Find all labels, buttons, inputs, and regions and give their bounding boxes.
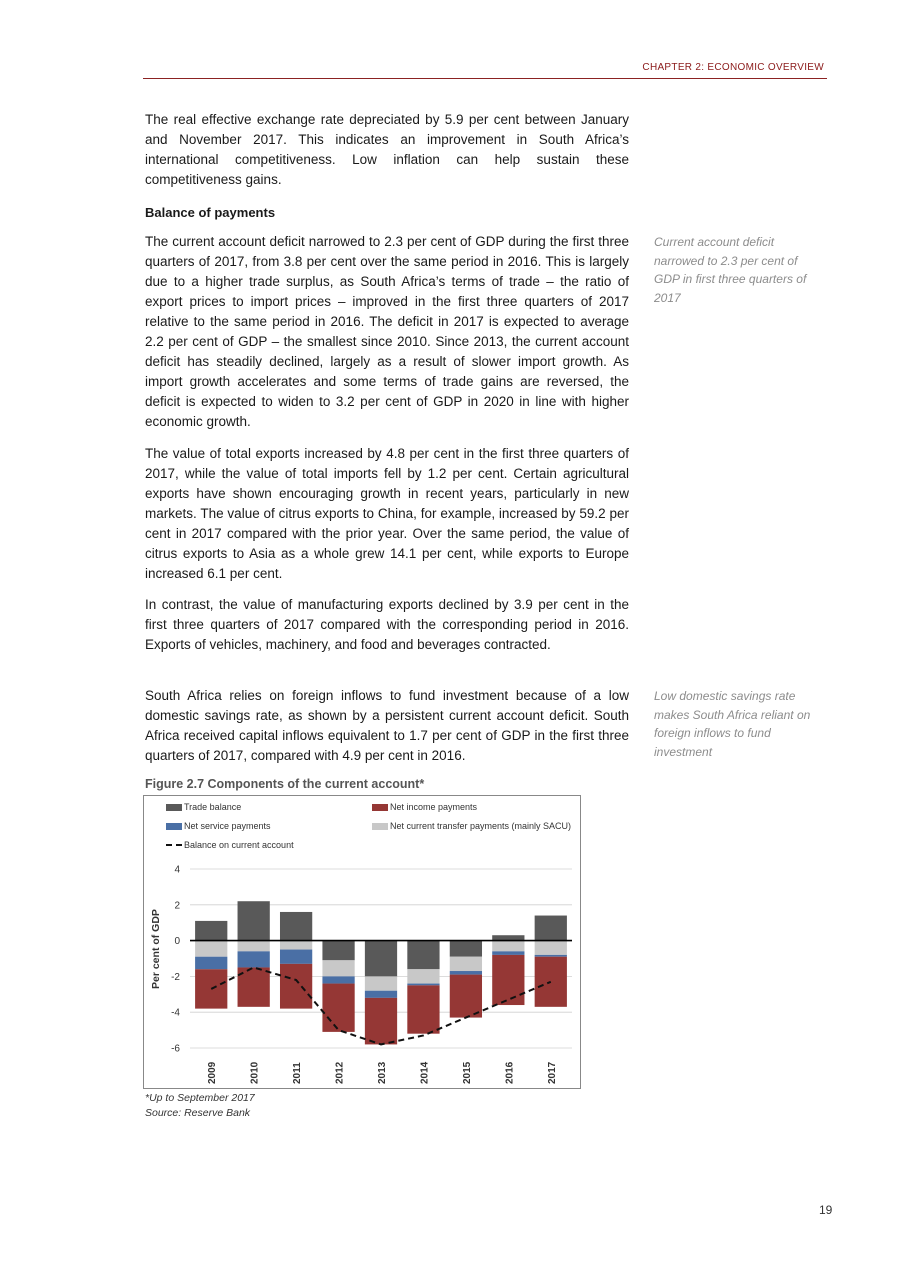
bar-income-2017 [535, 957, 567, 1007]
bar-current-2016 [492, 941, 524, 952]
paragraph-text: The value of total exports increased by 4.8 per cent in the first three quarters of 2017, while the value of total imports fell by 1.2 per cent. Certain agricultural exports have shown encouraging growth in recent years, particularly in new markets. The value of citrus exports to China, for example, increased by 59.2 per cent in 2017 compared with the prior year. Over the same period, the value of citrus exports to Asia as a whole grew 14.1 per cent, while exports to Europe increased 6.1 per cent. [145, 446, 629, 581]
bar-service-2013 [365, 991, 397, 998]
bar-service-2012 [322, 976, 354, 983]
bar-balance-2012 [322, 941, 354, 961]
paragraph-text: South Africa relies on foreign inflows to fund investment because of a low domestic savings rate, as shown by a persistent current account deficit. South Africa received capital inflows equivalent to 1.7 per cent of GDP in the first three quarters of 2017, compared with 4.9 per cent in 2016. [145, 688, 629, 763]
margin-note-savings: Low domestic savings rate makes South Africa reliant on foreign inflows to fund investment [654, 689, 811, 759]
legend-label: Net service payments [184, 821, 271, 831]
bar-service-2010 [238, 951, 270, 967]
paragraph-text: In contrast, the value of manufacturing exports declined by 3.9 per cent in the first three quarters of 2017 compared with the corresponding period in 2016. Exports of vehicles, machinery, and food and beverages contracted. [145, 597, 629, 652]
bar-current-2013 [365, 976, 397, 990]
bar-service-2017 [535, 955, 567, 957]
x-tick-label: 2015 [461, 1061, 473, 1084]
bar-current-2017 [535, 941, 567, 955]
legend-label: Balance on current account [184, 840, 294, 850]
chapter-header: CHAPTER 2: ECONOMIC OVERVIEW [642, 62, 824, 73]
bar-income-2016 [492, 955, 524, 1005]
bar-current-2014 [407, 969, 439, 983]
bar-balance-2010 [238, 901, 270, 940]
x-tick-label: 2017 [546, 1061, 558, 1084]
paragraph-manufacturing [145, 595, 629, 655]
y-tick-label: 4 [174, 864, 180, 876]
figure-source: Source: Reserve Bank [145, 1107, 251, 1119]
bar-balance-2011 [280, 912, 312, 941]
figure-title: Figure 2.7 Components of the current account* [145, 777, 425, 791]
legend-label: Net income payments [390, 802, 478, 812]
bar-current-2012 [322, 960, 354, 976]
bar-balance-2016 [492, 935, 524, 940]
bar-balance-2013 [365, 941, 397, 977]
bar-service-2011 [280, 950, 312, 964]
margin-note-current-account: Current account deficit narrowed to 2.3 per cent of GDP in first three quarters of 2017 [654, 235, 807, 305]
bar-current-2010 [238, 941, 270, 952]
x-tick-label: 2016 [504, 1061, 516, 1084]
bar-service-2014 [407, 984, 439, 986]
y-tick-label: -2 [171, 971, 180, 983]
y-tick-label: -6 [171, 1043, 180, 1055]
bar-income-2011 [280, 964, 312, 1009]
chart-plot [144, 796, 580, 1088]
bar-income-2014 [407, 985, 439, 1033]
legend-label: Net current transfer payments (mainly SACU) [390, 821, 572, 831]
bar-service-2016 [492, 951, 524, 955]
bar-income-2012 [322, 984, 354, 1032]
legend-label: Trade balance [184, 802, 242, 812]
paragraph-exchange-rate [145, 110, 629, 190]
x-tick-label: 2009 [207, 1061, 219, 1084]
x-tick-label: 2012 [334, 1061, 346, 1084]
header-rule [143, 78, 827, 79]
y-tick-label: 0 [174, 936, 180, 948]
bar-balance-2017 [535, 916, 567, 941]
page-number: 19 [819, 1203, 833, 1217]
bar-current-2011 [280, 941, 312, 950]
bar-income-2013 [365, 998, 397, 1045]
x-tick-label: 2011 [292, 1062, 304, 1084]
y-tick-label: 2 [174, 900, 180, 912]
x-tick-label: 2010 [249, 1061, 261, 1084]
x-tick-label: 2014 [419, 1061, 431, 1084]
paragraph-text: The current account deficit narrowed to 2.3 per cent of GDP during the first three quarters of 2017, from 3.8 per cent over the same period in 2016. This is largely due to a higher trade surplus, as South Africa’s terms of trade – the ratio of export prices to import prices – improved in the first three quarters of 2017 relative to the same period in 2016. The deficit in 2017 is expected to average 2.2 per cent of GDP – the smallest since 2010. Since 2013, the current account deficit has steadily declined, largely as a result of slower import growth. As import growth accelerates and some terms of trade gains are reversed, the deficit is expected to widen to 3.2 per cent of GDP in 2020 in line with higher economic growth. [145, 234, 629, 429]
x-tick-label: 2013 [377, 1061, 388, 1084]
bar-income-2015 [450, 975, 482, 1018]
paragraph-capital-inflows [145, 686, 629, 766]
bar-balance-2014 [407, 941, 439, 970]
figure-footnote: *Up to September 2017 [145, 1092, 255, 1104]
bar-service-2009 [195, 957, 227, 970]
bar-service-2015 [450, 971, 482, 975]
bar-balance-2015 [450, 941, 482, 957]
section-heading: Balance of payments [145, 205, 276, 220]
paragraph-current-account [145, 232, 629, 432]
bar-balance-2009 [195, 921, 227, 941]
paragraph-exports [145, 444, 629, 584]
bar-current-2009 [195, 941, 227, 957]
y-tick-label: -4 [171, 1007, 180, 1019]
paragraph-text: The real effective exchange rate depreciated by 5.9 per cent between January and November 2017. This indicates an improvement in South Africa’s international competitiveness. Low inflation can help sustain these competitiveness gains. [145, 112, 629, 187]
bar-current-2015 [450, 957, 482, 971]
y-axis-label: Per cent of GDP [150, 909, 162, 989]
chart-frame [143, 795, 581, 1089]
